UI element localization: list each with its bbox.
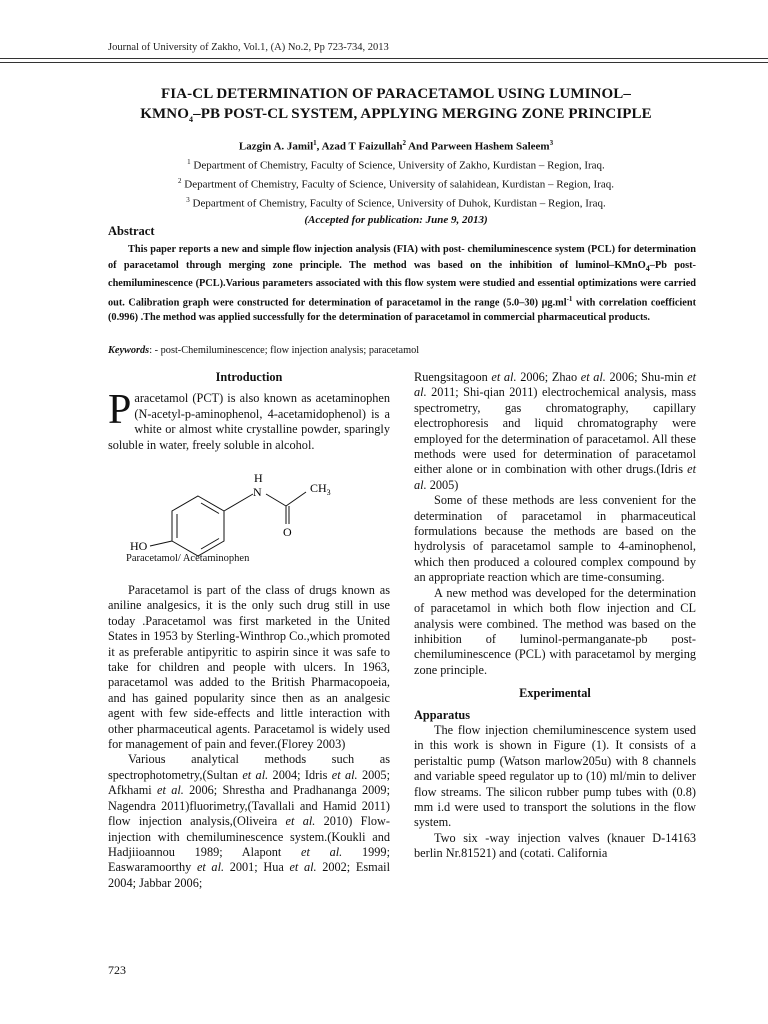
header-rule-bottom <box>0 62 768 63</box>
title-line-2: $KMNO_4-PB$ POST-CL SYSTEM, APPLYING MERGING ZONE PRINCIPLE <box>140 106 652 124</box>
structure-label-ch3: $CH_3$ <box>310 481 331 497</box>
keywords: Keywords: - post-Chemiluminescence; flow injection analysis; paracetamol <box>108 345 420 356</box>
intro-paragraph-6: A new method was developed for the determination of paracetamol in which both flow injection and CL analysis were combined. The method was based on the inhibition of luminol-permanganate-pb post- chemiluminescence (PCL) with paracetamol by merging zone principle. <box>414 585 696 677</box>
abstract-text: This paper reports a new and simple flow injection analysis (FIA) with post- chemiluminescence system (PCL) for determination of paracetamol through merging zone principle. The method was based on the inhibition of luminol–KMnO$_4$–Pb post- chemiluminescence (PCL).Various parameters associated with this flow system were studied and essential optimizations were carried out. Calibration graph were constructed for determination of paracetamol in the range (5.0–30) $\mu g.ml^{-1}$ with correlation coefficient (0.996) .The method was applied successfully for the determination of paracetamol in commercial pharmaceutical products. <box>108 244 696 324</box>
intro-paragraph-4: Ruengsitagoon et al. 2006; Zhao et al. 2006; Shu-min et al. 2011; Shi-qian 2011) electrochemical analysis, mass spectrometry, gas chromatography, capillary electrophoresis and liquid chromatography were employed for the determination of paracetamol. All these methods were used for determination of paracetamol either alone or in combination with other drugs.(Idris et al. 2005) <box>414 370 697 492</box>
apparatus-paragraph-1: The flow injection chemiluminescence system used in this work is shown in Figure (1). It consists of a peristaltic pump (Watson marlow205u) with 8 channels and variable speed regulator up to (10) ml/min to deliver flow streams. The silicon rubber pump tubes with (0.8) mm i.d were used to transport the solutions in the flow system. <box>414 722 696 830</box>
structure-label-n: N <box>253 485 262 499</box>
right-column <box>414 370 696 862</box>
accepted-date: (Accepted for publication: June 9, 2013) <box>304 213 488 226</box>
author-names: Lazgin A. Jamil$^1$, Azad T Faizullah$^2$ And Parween Hashem Saleem$^3$ <box>238 139 554 153</box>
affiliation-3: $^3$ Department of Chemistry, Faculty of Science, University of Duhok, Kurdistan – Region, Iraq. <box>186 196 606 211</box>
introduction-heading: Introduction <box>215 370 283 384</box>
authors-block <box>96 136 696 228</box>
intro-paragraph-5: Some of these methods are less convenient for the determination of paracetamol in pharmaceutical formulations because the methods are based on the hydrolysis of paracetamol sample to 4-aminophenol, which then produced a coloured complex compound by an appropriate reaction which are time-consuming. <box>414 493 696 585</box>
structure-label-o: O <box>283 525 292 539</box>
drop-cap: P <box>108 387 132 434</box>
experimental-heading: Experimental <box>519 686 591 701</box>
affiliation-1: $^1$ Department of Chemistry, Faculty of Science, University of Zakho, Kurdistan – Region, Iraq. <box>187 158 605 172</box>
structure-label-h: H <box>254 471 263 485</box>
structure-label-ho: HO <box>130 539 148 553</box>
apparatus-heading: Apparatus <box>414 707 471 722</box>
figure-caption: Paracetamol/ Acetaminophen <box>126 553 250 564</box>
abstract-heading: Abstract <box>108 224 155 238</box>
paper-title <box>96 84 696 130</box>
intro-paragraph-2: Paracetamol is part of the class of drugs known as aniline analgesics, it is the only such drug still in use today .Paracetamol was first marketed in the United States in 1953 by Sterling-Winthrop Co.,which promoted it as preferable antipyritic to aspirin since it was safe to take for children and people with ulcers. In 1963, paracetamol was added to the British Pharmacopoeia, and has gained popularity since then as an analgesic agent with few side-effects and little interaction with other pharmaceutical agents. Paracetamol is widely used for management of pain and fever.(Florey 2003) <box>108 583 390 752</box>
left-column-top <box>108 370 390 453</box>
benzene-ring <box>172 496 224 556</box>
header-rule-top <box>0 58 768 59</box>
intro-paragraph-3: Various analytical methods such as spectrophotometry,(Sultan et al. 2004; Idris et al. 2005; Afkhami et al. 2006; Shrestha and Pradhananga 2009; Nagendra 2011)fluorimetry,(Tavallali and Hamid 2011) flow injection analysis,(Oliveira et al. 2010) Flow-injection with chemiluminescence system.(Koukli and Hadjiioannou 1989; Alapont et al. 1999; Easwaramoorthy et al. 2001; Hua et al. 2002; Esmail 2004; Jabbar 2006; <box>108 752 390 890</box>
left-column-bottom <box>108 583 390 891</box>
title-line-1: FIA-CL DETERMINATION OF PARACETAMOL USING LUMINOL– <box>161 86 631 102</box>
affiliation-2: $^2$ Department of Chemistry, Faculty of Science, University of salahidean, Kurdistan – Region, Iraq. <box>178 177 614 191</box>
intro-paragraph-1: Paracetamol (PCT) is also known as acetaminophen (N-acetyl-p-aminophenol, 4-acetamidophenol) is a white or almost white crystalline powder, sparingly soluble in water, freely soluble in alcohol. <box>108 387 390 452</box>
journal-header: Journal of University of Zakho, Vol.1, (A) No.2, Pp 723-734, 2013 <box>108 42 389 53</box>
page-number: 723 <box>108 963 126 977</box>
apparatus-paragraph-2: Two six -way injection valves (knauer D-14163 berlin Nr.81521) and (cotati. California <box>414 830 696 861</box>
